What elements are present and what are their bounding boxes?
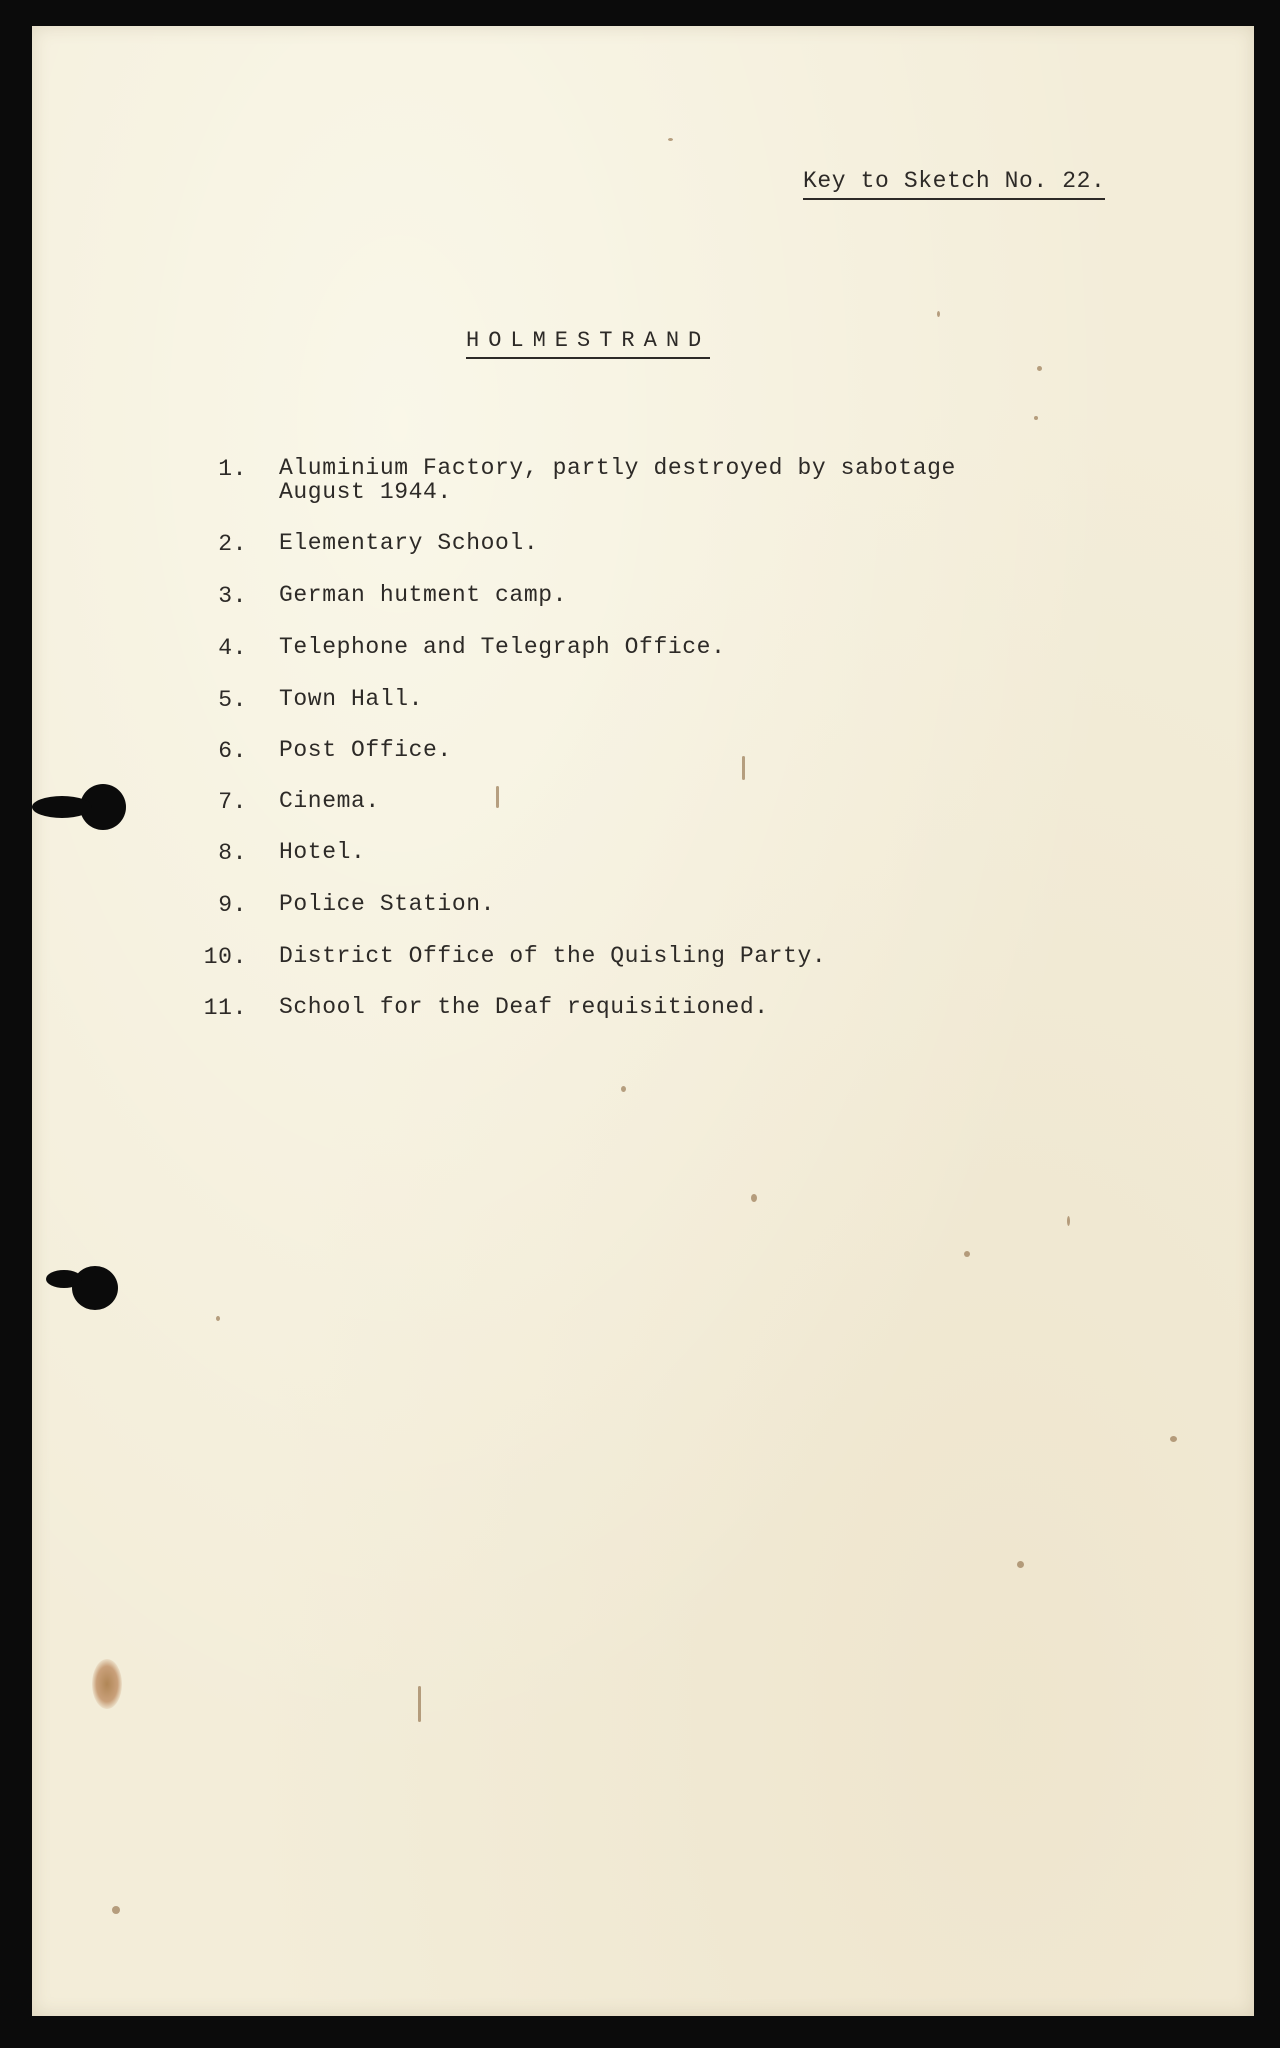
item-text: German hutment camp. [279,582,568,608]
document-title: HOLMESTRAND [466,328,710,359]
item-number: 7. [218,789,247,815]
paper-speck [751,1194,757,1202]
paper-speck [1034,416,1038,420]
item-text [279,456,956,504]
item-text: District Office of the Quisling Party. [279,943,827,969]
item-number: 8. [218,840,247,866]
item-number: 1. [218,456,247,482]
item-text: Post Office. [279,737,452,763]
paper-speck [964,1251,970,1257]
paper-speck [1170,1436,1177,1442]
item-text: School for the Deaf requisitioned. [279,994,769,1020]
paper-speck [496,786,499,808]
item-text-line-1: Aluminium Factory, partly destroyed by sabotage [279,455,956,481]
item-text: Hotel. [279,839,366,865]
paper-speck [621,1086,626,1092]
paper-speck [216,1316,220,1321]
item-number: 6. [218,738,247,764]
item-text: Cinema. [279,788,380,814]
paper-sheet [32,26,1254,2016]
item-number: 5. [218,687,247,713]
punch-hole-tear [46,1270,82,1288]
item-number: 11. [203,995,247,1021]
paper-speck [1037,366,1042,371]
item-number: 3. [218,583,247,609]
paper-stain [92,1659,122,1709]
item-text: Telephone and Telegraph Office. [279,634,726,660]
paper-speck [742,756,745,780]
paper-speck [1017,1561,1024,1568]
sketch-key-header: Key to Sketch No. 22. [803,168,1105,200]
paper-speck [112,1906,120,1914]
item-number: 10. [203,944,247,970]
item-number: 2. [218,531,247,557]
item-text: Town Hall. [279,686,424,712]
paper-speck [937,311,940,317]
item-text: Elementary School. [279,530,539,556]
item-number: 4. [218,635,247,661]
item-number: 9. [218,892,247,918]
punch-hole [72,1266,118,1310]
paper-speck [668,138,673,141]
paper-speck [418,1686,421,1722]
punch-hole-tear [32,796,92,818]
item-text-line-2: August 1944. [279,479,452,505]
item-text: Police Station. [279,891,496,917]
paper-speck [1067,1216,1070,1226]
